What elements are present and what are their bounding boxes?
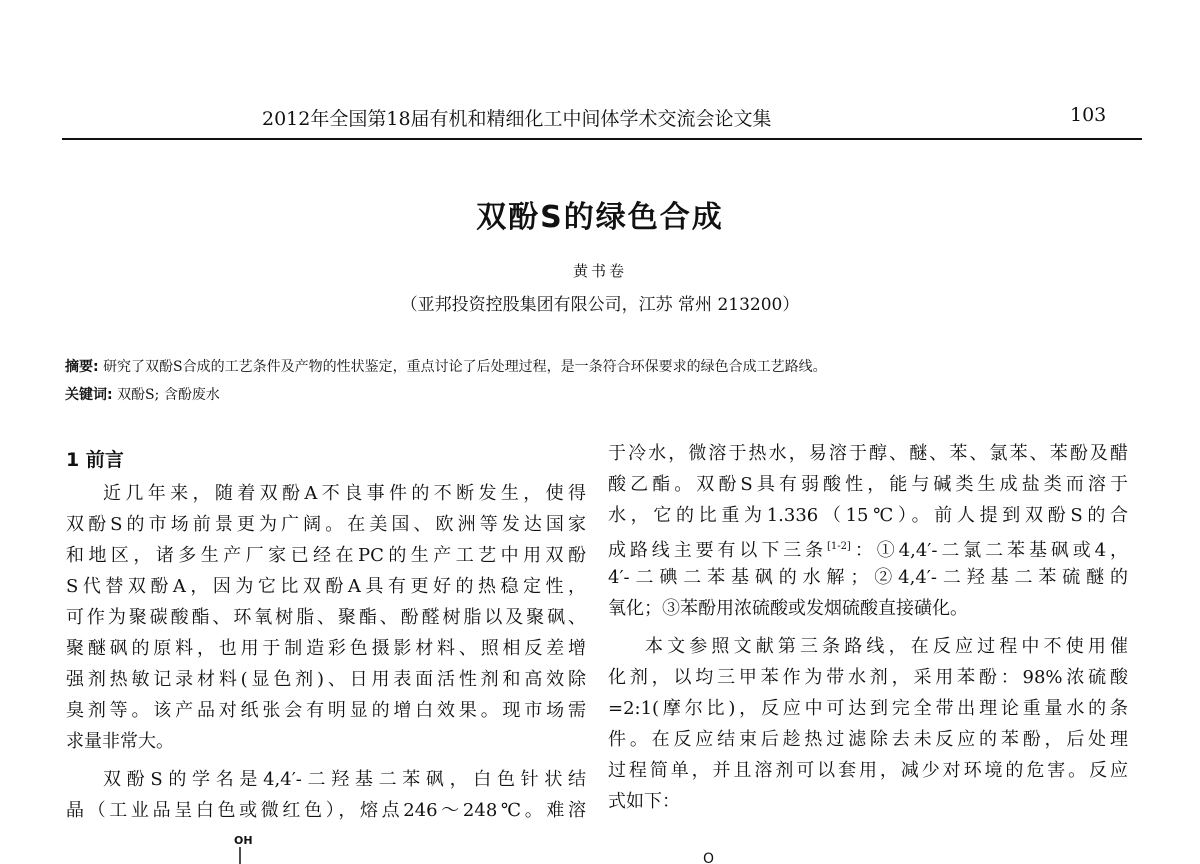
reaction-scheme-fragment [0,830,1200,864]
paragraph-line: 聚醚砜的原料，也用于制造彩色摄影材料、照相反差增 [66,638,586,659]
paragraph-line: 强剂热敏记录材料(显色剂)、日用表面活性剂和高效除 [66,669,586,690]
keywords-label: 关键词: [65,387,113,403]
paragraph-line: 求量非常大。 [66,731,174,752]
abstract [65,356,827,376]
right-column [608,438,1128,817]
paper-affiliation: （亚邦投资控股集团有限公司，江苏 常州 213200） [400,295,800,315]
paragraph-line: 和地区，诸多生产厂家已经在PC的生产工艺中用双酚 [66,545,586,566]
abstract-text: 研究了双酚S合成的工艺条件及产物的性状鉴定，重点讨论了后处理过程，是一条符合环保要求的绿色合成工艺路线。 [103,359,827,375]
paragraph-line: 本文参照文献第三条路线，在反应过程中不使用催 [645,636,1128,657]
routes-text: 成路线主要有以下三条 [608,540,828,561]
paragraph-line: 双酚S的市场前景更为广阔。在美国、欧洲等发达国家 [66,514,586,535]
paragraph-line: 过程简单，并且溶剂可以套用，减少对环境的危害。反应 [608,760,1128,781]
paragraph-line: 臭剂等。该产品对纸张会有明显的增白效果。现市场需 [66,700,586,721]
paragraph-line: 4′-二碘二苯基砜的水解；②4,4′-二羟基二苯硫醚的 [608,567,1128,588]
paragraph-line: 化剂，以均三甲苯作为带水剂，采用苯酚：98%浓硫酸 [608,667,1128,688]
header-rule [62,138,1142,140]
paper-title: 双酚S的绿色合成 [476,200,724,235]
running-head [0,96,1200,136]
paragraph-line: 于冷水，微溶于热水，易溶于醇、醚、苯、氯苯、苯酚及醋 [608,443,1128,464]
oxygen-label: O [703,851,715,864]
paragraph-line: 酸乙酯。双酚S具有弱酸性，能与碱类生成盐类而溶于 [608,474,1128,495]
section-heading-intro: 1 前言 [66,449,124,471]
paragraph-line: 件。在反应结束后趁热过滤除去未反应的苯酚，后处理 [608,729,1128,750]
paragraph-line: 晶（工业品呈白色或微红色），熔点246～248℃。难溶 [66,800,586,821]
paragraph-line [608,531,1128,562]
citation-ref: [1-2] [827,541,851,552]
paragraph-line: 近几年来，随着双酚A不良事件的不断发生，使得 [103,483,586,504]
paragraph-line: =2:1(摩尔比)，反应中可达到完全带出理论重量水的条 [608,698,1128,719]
hydroxyl-label: OH [234,834,253,847]
keywords [65,384,220,404]
keywords-text: 双酚S; 含酚废水 [117,387,220,403]
paragraph-line: 式如下： [608,791,680,812]
paragraph-line: 双酚S的学名是4,4′-二羟基二苯砜，白色针状结 [103,769,586,790]
paragraph-line: S代替双酚A，因为它比双酚A具有更好的热稳定性， [66,576,586,597]
paragraph-line: 氧化；③苯酚用浓硫酸或发烟硫酸直接磺化。 [608,598,968,619]
paper-author: 黄书卷 [572,262,627,280]
left-column [66,442,586,826]
running-head-title: 2012年全国第18届有机和精细化工中间体学术交流会论文集 [262,108,772,130]
routes-text: ：①4,4′-二氯二苯基砜或4， [850,540,1129,561]
page-number: 103 [1070,104,1107,126]
paragraph-line: 水，它的比重为1.336（15℃）。前人提到双酚S的合 [608,505,1128,526]
paragraph-line: 可作为聚碳酸酯、环氧树脂、聚酯、酚醛树脂以及聚砜、 [66,607,586,628]
abstract-label: 摘要: [65,359,99,375]
